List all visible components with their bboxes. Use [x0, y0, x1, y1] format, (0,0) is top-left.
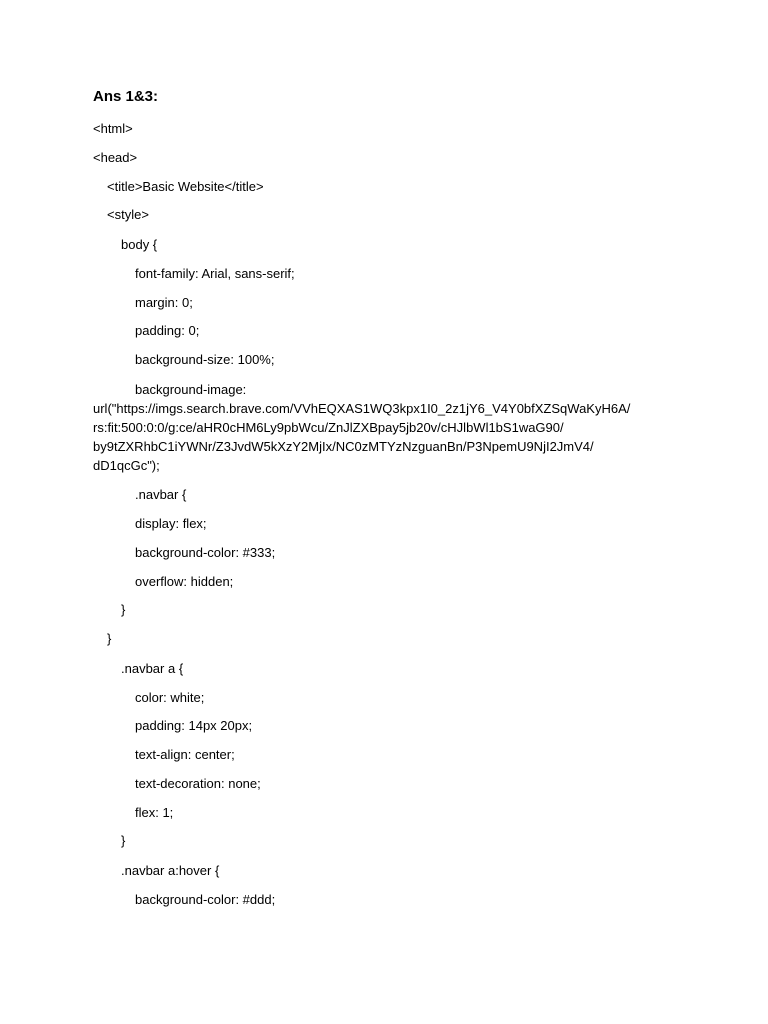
- code-line: .navbar a {: [121, 661, 184, 676]
- url-line: by9tZXRhbC1iYWNr/Z3JvdW5kXzY2MjIx/NC0zMTYzNzguanBn/P3NpemU9NjI2JmV4/: [93, 439, 594, 454]
- code-line: <head>: [93, 150, 138, 165]
- answer-heading: Ans 1&3:: [93, 88, 159, 105]
- url-line: dD1qcGc");: [93, 458, 160, 473]
- code-line: .navbar a:hover {: [121, 863, 220, 878]
- code-line: <html>: [93, 121, 133, 136]
- code-line: padding: 14px 20px;: [135, 718, 253, 733]
- code-line: display: flex;: [135, 516, 207, 531]
- code-line: padding: 0;: [135, 323, 200, 338]
- code-line: background-color: #333;: [135, 545, 276, 560]
- code-line: }: [107, 631, 112, 646]
- code-line: body {: [121, 237, 158, 252]
- code-line: flex: 1;: [135, 805, 174, 820]
- url-line: rs:fit:500:0:0/g:ce/aHR0cHM6Ly9pbWcu/ZnJlZXBpay5jb20v/cHJlbWl1bS1waG90/: [93, 420, 564, 435]
- code-line: background-image:: [135, 382, 247, 397]
- code-line: }: [121, 602, 126, 617]
- code-line: text-decoration: none;: [135, 776, 261, 791]
- code-line: background-color: #ddd;: [135, 892, 276, 907]
- code-line: }: [121, 833, 126, 848]
- code-line: .navbar {: [135, 487, 187, 502]
- code-line: font-family: Arial, sans-serif;: [135, 266, 295, 281]
- url-line: url("https://imgs.search.brave.com/VVhEQXAS1WQ3kpx1I0_2z1jY6_V4Y0bfXZSqWaKyH6A/: [93, 401, 631, 416]
- code-line: color: white;: [135, 690, 205, 705]
- code-line: margin: 0;: [135, 295, 193, 310]
- code-line: <style>: [107, 207, 149, 222]
- code-line: background-size: 100%;: [135, 352, 275, 367]
- code-line: text-align: center;: [135, 747, 235, 762]
- code-line: <title>Basic Website</title>: [107, 179, 264, 194]
- code-line: overflow: hidden;: [135, 574, 234, 589]
- background-image-line: [93, 380, 693, 475]
